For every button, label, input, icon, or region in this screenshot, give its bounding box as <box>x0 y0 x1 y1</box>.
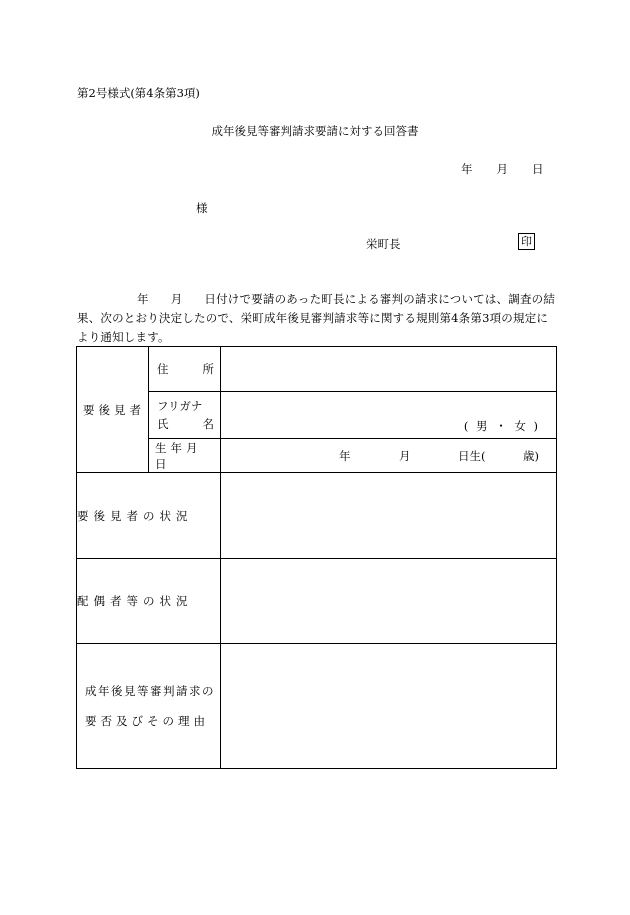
birth-month: 月 <box>399 449 411 463</box>
ward-label: 要後見者 <box>77 347 149 473</box>
furigana-label: フリガナ <box>157 399 203 413</box>
name-label <box>149 392 221 439</box>
ward-status-row <box>77 473 557 559</box>
request-row <box>77 644 557 769</box>
name-row <box>77 392 557 439</box>
birth-field[interactable] <box>221 439 557 473</box>
address-label <box>149 347 221 392</box>
birth-year: 年 <box>339 449 351 463</box>
spouse-status-row <box>77 559 557 644</box>
form-table <box>76 346 557 769</box>
spouse-status-label: 配偶者等の状況 <box>77 559 221 644</box>
body-year: 年 <box>137 292 149 306</box>
date-month: 月 <box>496 162 508 176</box>
address-label-2: 所 <box>202 362 214 376</box>
name-label-2: 名 <box>202 417 214 431</box>
request-label <box>77 644 221 769</box>
address-row <box>77 347 557 392</box>
document-title: 成年後見等審判請求要請に対する回答書 <box>211 124 419 138</box>
name-field[interactable] <box>221 392 557 439</box>
address-label-1: 住 <box>157 362 169 376</box>
issuer-name: 栄町長 <box>366 237 401 251</box>
request-label-line2: 要否及びその理由 <box>85 714 209 728</box>
ward-status-label: 要後見者の状況 <box>77 473 221 559</box>
address-field[interactable] <box>221 347 557 392</box>
date-line <box>461 161 544 177</box>
date-day: 日 <box>532 162 544 176</box>
body-text: 日付けで要請のあった町長による審判の請求については、調査の結果、次のとおり決定したので、栄町成年後見審判請求等に関する規則第4条第3項の規定により通知します。 <box>77 292 556 344</box>
seal-mark: 印 <box>518 233 535 250</box>
request-label-line1: 成年後見等審判請求の <box>85 684 215 698</box>
spouse-status-field[interactable] <box>221 559 557 644</box>
form-number: 第2号様式(第4条第3項) <box>77 86 200 100</box>
birth-age: 歳) <box>523 449 539 463</box>
gender-option[interactable]: ( 男 ・ 女 ) <box>463 419 540 433</box>
birth-label: 生年月日 <box>149 439 221 473</box>
ward-status-field[interactable] <box>221 473 557 559</box>
body-paragraph <box>77 290 557 347</box>
date-year: 年 <box>461 162 473 176</box>
birth-day: 日生( <box>458 449 486 463</box>
body-month: 月 <box>170 292 183 306</box>
name-label-1: 氏 <box>157 417 169 431</box>
addressee-suffix: 様 <box>196 201 208 215</box>
birth-row <box>77 439 557 473</box>
request-field[interactable] <box>221 644 557 769</box>
